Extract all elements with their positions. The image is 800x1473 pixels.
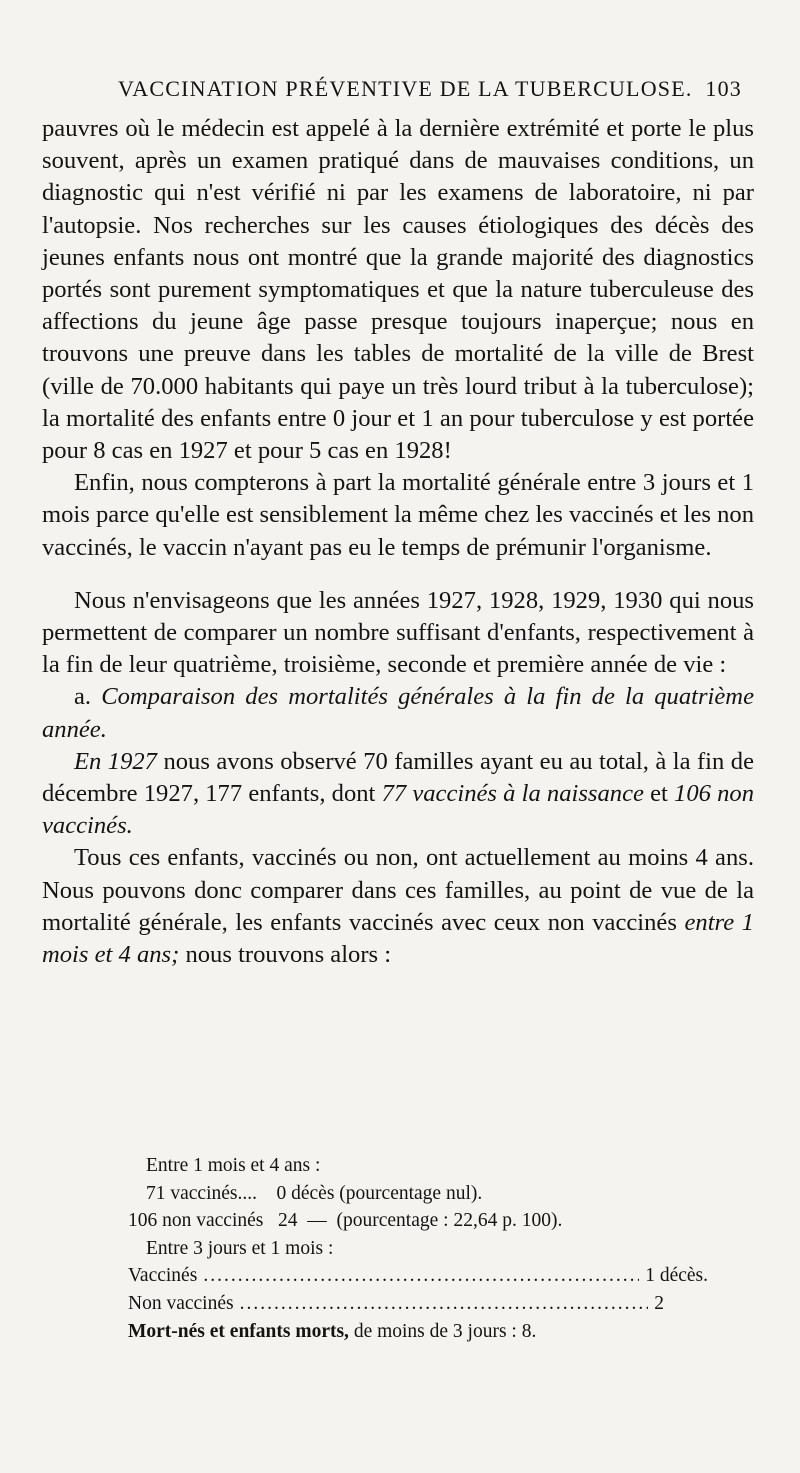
running-title: VACCINATION PRÉVENTIVE DE LA TUBERCULOSE. <box>118 76 693 101</box>
table-row-non-vaccines-3j: Non vaccinés ..... 2 <box>128 1290 708 1318</box>
dot-leader <box>203 1262 639 1290</box>
paragraph-annees: Nous n'envisageons que les années 1927, 1928, 1929, 1930 qui nous permettent de comparer un nombre suffisant d'enfants, respectivement à la fin de leur quatrième, troisième, seconde et première année de vie : <box>42 586 754 679</box>
section-subhead <box>42 681 754 745</box>
table-row-non-vaccines: 106 non vaccinés 24 — (pourcentage : 22,64 p. 100). <box>128 1210 563 1232</box>
table-heading-2: Entre 3 jours et 1 mois : <box>146 1237 334 1259</box>
dot-leader <box>240 1290 649 1318</box>
paragraph-enfin: Enfin, nous compterons à part la mortalité générale entre 3 jours et 1 mois parce qu'elle est sensiblement la même chez les vaccinés et les non vaccinés, le vaccin n'ayant pas eu le temps de prémunir l'organisme. <box>42 469 754 561</box>
table-heading-1: Entre 1 mois et 4 ans : <box>146 1155 321 1176</box>
year-lead: En 1927 <box>74 747 157 775</box>
table-final-line: Mort-nés et enfants morts, de moins de 3 jours : 8. <box>128 1320 537 1342</box>
paragraph-continuation: pauvres où le médecin est appelé à la dernière extrémité et porte le plus souvent, après un examen pratiqué dans de mauvaises conditions, un diagnostic qui n'est vérifié ni par les examens de laboratoire, ni par l'autopsie. Nos recherches sur les causes étiologiques des décès des jeunes enfants nous ont montré que la grande majorité des diagnostics portés sont purement symptomatiques et que la nature tuberculeuse des affections du jeune âge passe presque toujours inaperçue; nous en trouvons une preuve dans les tables de mortalité de la ville de Brest (ville de 70.000 habitants qui paye un très lourd tribut à la tuberculose); la mortalité des enfants entre 0 jour et 1 an pour tuberculose y est portée pour 8 cas en 1927 et pour 5 cas en 1928! <box>42 115 754 465</box>
paragraph-tous: Tous ces enfants, vaccinés ou non, ont actuellement au moins 4 ans. Nous pouvons donc comparer dans ces familles, au point de vue de la mortalité générale, les enfants vaccinés avec ceux non vaccinés entre 1 mois et 4 ans; nous trouvons alors : <box>42 844 754 969</box>
subhead-letter: a. <box>74 683 92 711</box>
page-number: 103 <box>705 76 742 101</box>
subhead-title: Comparaison des mortalités générales à la fin de la quatrième année. <box>42 683 754 743</box>
mortality-table <box>128 1152 708 1345</box>
main-text <box>42 113 754 971</box>
table-row-vaccines: 71 vaccinés.... 0 décès (pourcentage nul). <box>146 1182 483 1204</box>
paragraph-1927: En 1927 nous avons observé 70 familles ayant eu au total, à la fin de décembre 1927, 177 enfants, dont 77 vaccinés à la naissance et 106 non vaccinés. <box>42 747 755 840</box>
running-header <box>118 76 742 102</box>
table-row-vaccines-3j: Vaccinés ..... 1 décès. <box>128 1262 708 1290</box>
